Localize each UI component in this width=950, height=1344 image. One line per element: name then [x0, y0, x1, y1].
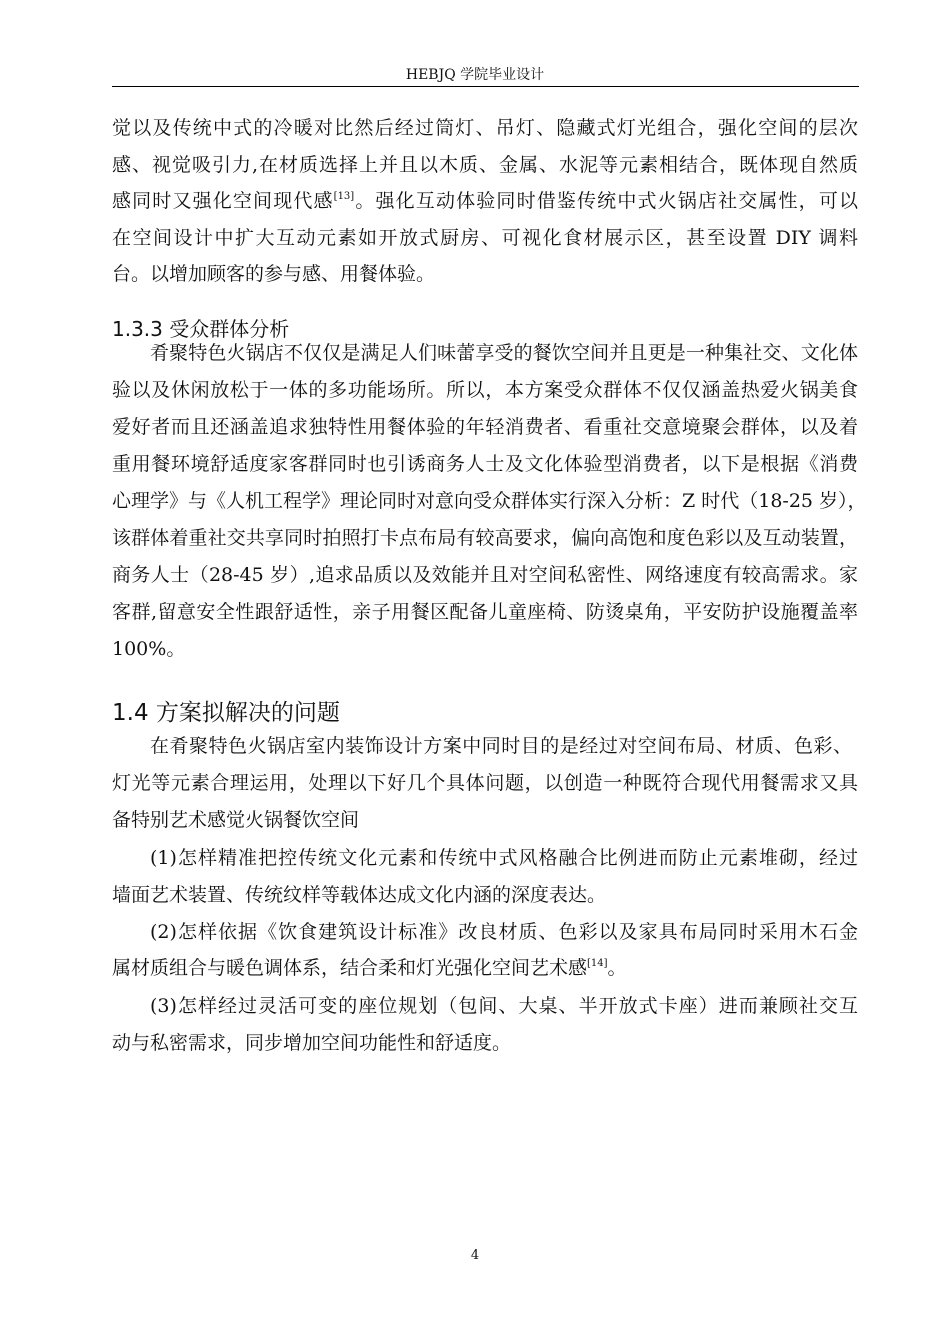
list-item-2-cont: [112, 956, 858, 980]
paragraph-line: 验以及休闲放松于一体的多功能场所。所以，本方案受众群体不仅仅涵盖热爱火锅美食: [112, 379, 858, 401]
paragraph-line: 爱好者而且还涵盖追求独特性用餐体验的年轻消费者、看重社交意境聚会群体，以及着: [112, 416, 858, 438]
paragraph-line: 心理学》与《人机工程学》理论同时对意向受众群体实行深入分析：Z 时代（18-25 岁），: [112, 490, 867, 512]
paragraph-line: 该群体着重社交共享同时拍照打卡点布局有较高要求，偏向高饱和度色彩以及互动装置，: [112, 527, 858, 549]
header-rule: [112, 86, 859, 87]
paragraph-line: 在肴聚特色火锅店室内装饰设计方案中同时目的是经过对空间布局、材质、色彩、: [150, 735, 852, 757]
paragraph-line: 觉以及传统中式的冷暖对比然后经过筒灯、吊灯、隐藏式灯光组合，强化空间的层次: [112, 117, 858, 139]
text: 。强化互动体验同时借鉴传统中式火锅店社交属性，可以: [354, 190, 858, 212]
page-header: HEBJQ 学院毕业设计: [405, 67, 545, 83]
list-item-2: (2)怎样依据《饮食建筑设计标准》改良材质、色彩以及家具布局同时采用木石金: [150, 921, 858, 943]
page-number: 4: [470, 1248, 480, 1263]
list-item-1-cont: 墙面艺术装置、传统纹样等载体达成文化内涵的深度表达。: [112, 884, 607, 906]
paragraph-line: 100%。: [112, 638, 186, 660]
text: 感同时又强化空间现代感: [112, 190, 334, 212]
paragraph-line: 台。以增加顾客的参与感、用餐体验。: [112, 263, 436, 285]
citation: [14]: [587, 958, 608, 969]
paragraph-line: 重用餐环境舒适度家客群同时也引诱商务人士及文化体验型消费者，以下是根据《消费: [112, 453, 858, 475]
paragraph-line: [112, 189, 858, 213]
list-item-1: (1)怎样精准把控传统文化元素和传统中式风格融合比例进而防止元素堆砌，经过: [150, 847, 858, 869]
paragraph-line: 商务人士（28-45 岁）,追求品质以及效能并且对空间私密性、网络速度有较高需求。家: [112, 564, 858, 586]
paragraph-line: 肴聚特色火锅店不仅仅是满足人们味蕾享受的餐饮空间并且更是一种集社交、文化体: [150, 342, 858, 364]
paragraph-line: 灯光等元素合理运用，处理以下好几个具体问题，以创造一种既符合现代用餐需求又具: [112, 772, 858, 794]
list-item-3-cont: 动与私密需求，同步增加空间功能性和舒适度。: [112, 1032, 512, 1054]
section-heading-1-3-3: 1.3.3 受众群体分析: [112, 317, 290, 341]
text: 。: [607, 957, 627, 979]
section-heading-1-4: 1.4 方案拟解决的问题: [112, 700, 340, 726]
paragraph-line: 客群,留意安全性跟舒适性，亲子用餐区配备儿童座椅、防烫桌角，平安防护设施覆盖率: [112, 601, 858, 623]
paragraph-line: 在空间设计中扩大互动元素如开放式厨房、可视化食材展示区，甚至设置 DIY 调料: [112, 227, 858, 249]
paragraph-line: 感、视觉吸引力,在材质选择上并且以木质、金属、水泥等元素相结合，既体现自然质: [112, 154, 858, 176]
paragraph-line: 备特别艺术感觉火锅餐饮空间: [112, 809, 360, 831]
text: 属材质组合与暖色调体系，结合柔和灯光强化空间艺术感: [112, 957, 588, 979]
citation: [13]: [333, 191, 355, 202]
list-item-3: (3)怎样经过灵活可变的座位规划（包间、大桌、半开放式卡座）进而兼顾社交互: [150, 995, 858, 1017]
